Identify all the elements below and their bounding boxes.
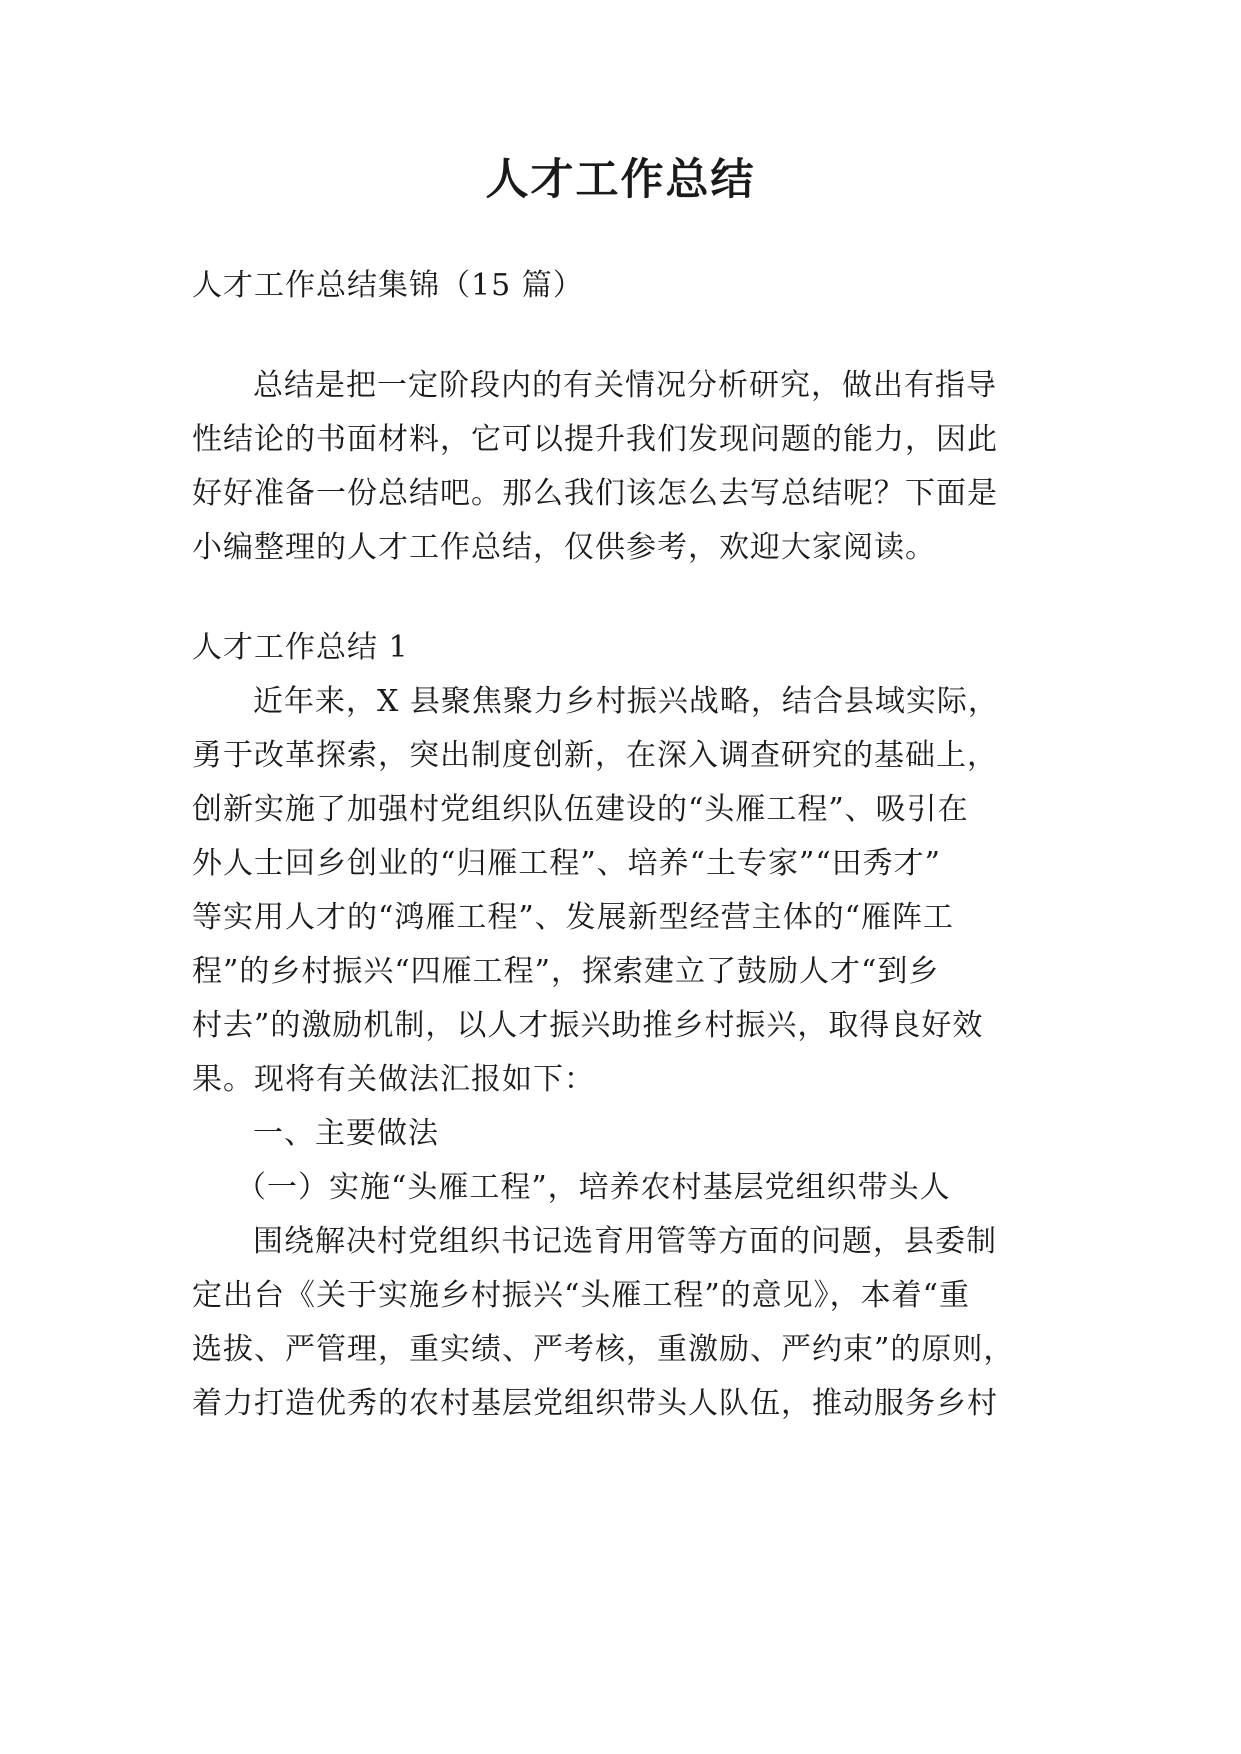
body-line: 村去”的激励机制，以人才振兴助推乡村振兴，取得良好效 bbox=[192, 1008, 984, 1043]
intro-line: 小编整理的人才工作总结，仅供参考，欢迎大家阅读。 bbox=[192, 530, 936, 565]
section-heading: 人才工作总结 1 bbox=[192, 630, 409, 665]
document-subtitle: 人才工作总结集锦（15 篇） bbox=[192, 268, 584, 303]
subheading-main-practices: 一、主要做法 bbox=[253, 1116, 439, 1151]
body-line: 程”的乡村振兴“四雁工程”，探索建立了鼓励人才“到乡 bbox=[192, 954, 940, 989]
document-title: 人才工作总结 bbox=[485, 155, 756, 205]
subheading-toupyan-project: （一）实施“头雁工程”，培养农村基层党组织带头人 bbox=[236, 1170, 951, 1205]
body-line: 外人士回乡创业的“归雁工程”、培养“土专家”“田秀才” bbox=[192, 846, 942, 881]
intro-line: 好好准备一份总结吧。那么我们该怎么去写总结呢？下面是 bbox=[192, 476, 998, 511]
body-line: 选拔、严管理，重实绩、严考核，重激励、严约束”的原则， bbox=[192, 1332, 1015, 1367]
body-line: 近年来，X 县聚焦聚力乡村振兴战略，结合县域实际， bbox=[253, 684, 999, 719]
body-line: 围绕解决村党组织书记选育用管等方面的问题，县委制 bbox=[253, 1224, 997, 1259]
body-line: 勇于改革探索，突出制度创新，在深入调查研究的基础上， bbox=[192, 738, 998, 773]
body-line: 创新实施了加强村党组织队伍建设的“头雁工程”、吸引在 bbox=[192, 792, 969, 827]
body-line: 着力打造优秀的农村基层党组织带头人队伍，推动服务乡村 bbox=[192, 1386, 998, 1421]
body-line: 定出台《关于实施乡村振兴“头雁工程”的意见》，本着“重 bbox=[192, 1278, 971, 1313]
intro-line: 总结是把一定阶段内的有关情况分析研究，做出有指导 bbox=[253, 368, 997, 403]
body-line: 果。现将有关做法汇报如下： bbox=[192, 1062, 595, 1097]
intro-line: 性结论的书面材料，它可以提升我们发现问题的能力，因此 bbox=[192, 422, 998, 457]
body-line: 等实用人才的“鸿雁工程”、发展新型经营主体的“雁阵工 bbox=[192, 900, 955, 935]
